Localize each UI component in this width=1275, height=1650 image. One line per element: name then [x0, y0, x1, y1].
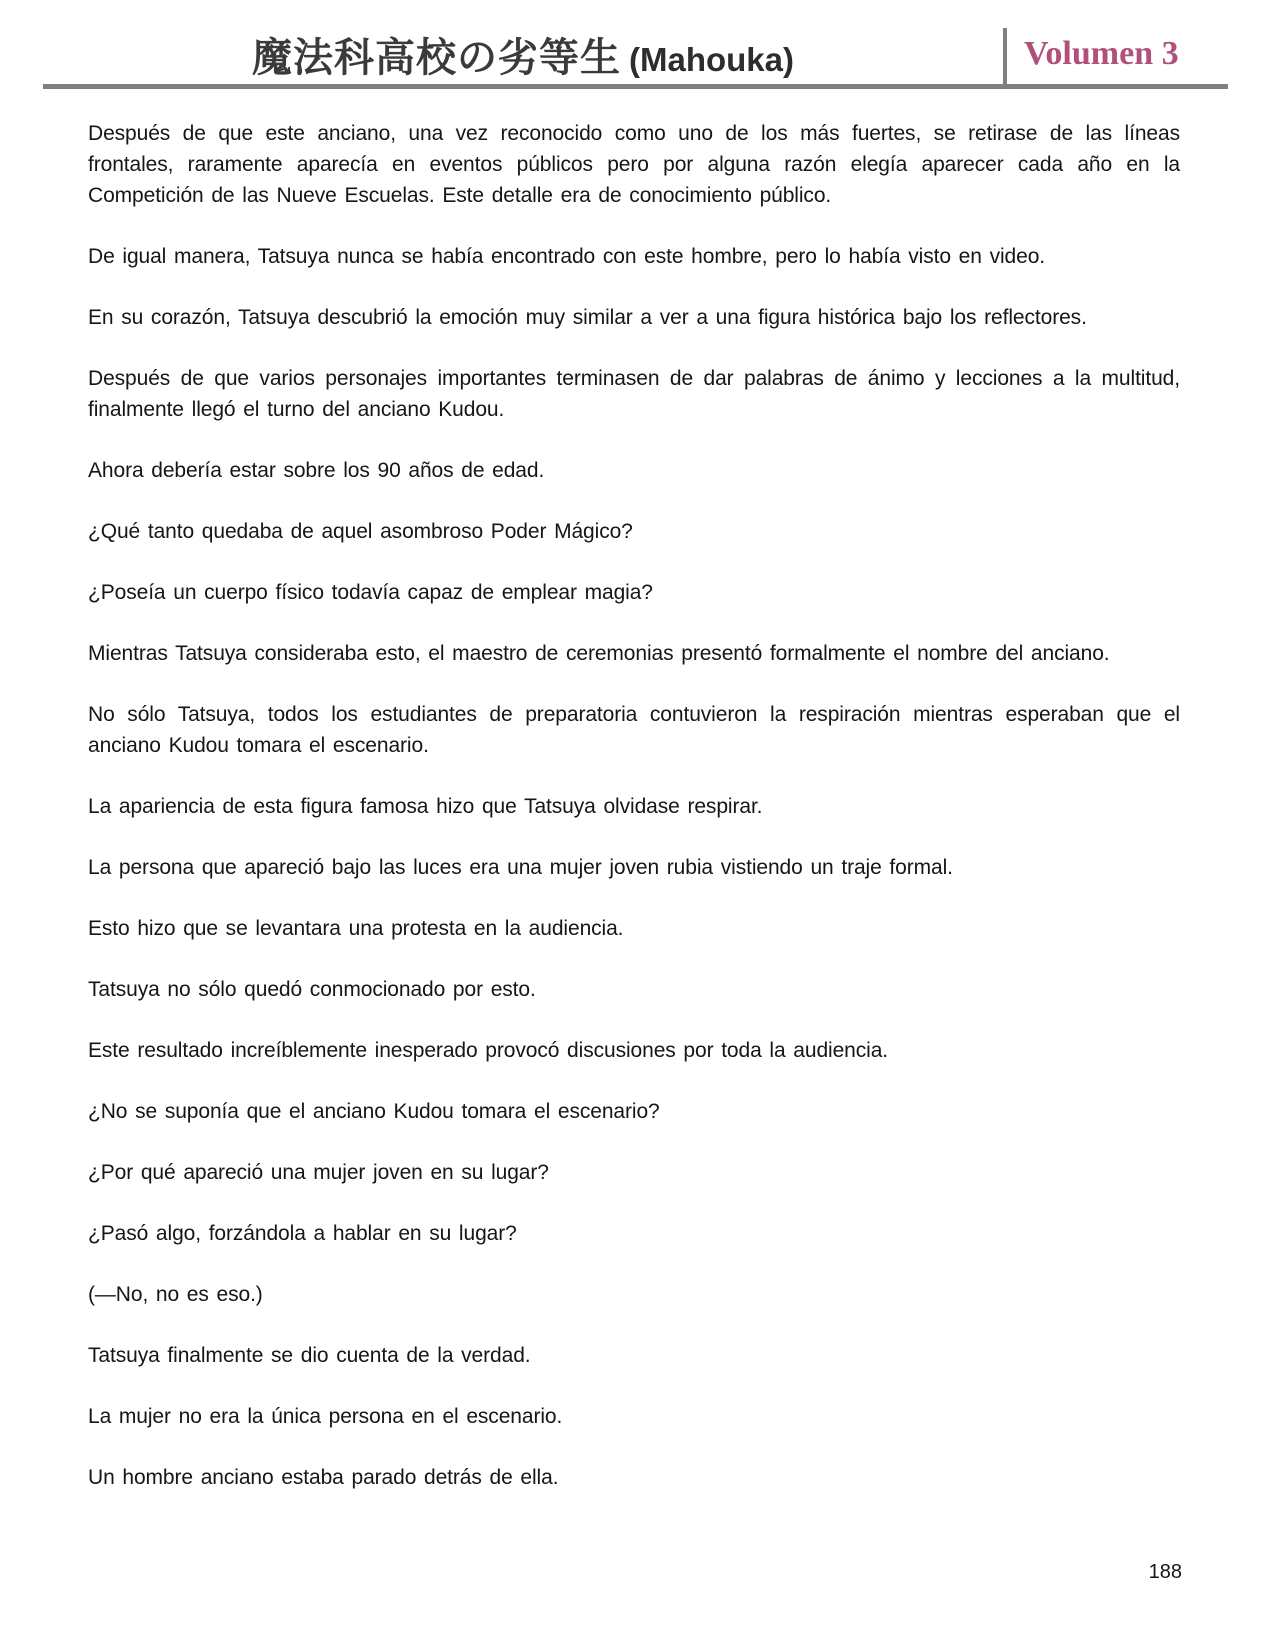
header-volume-cell: [1003, 28, 1228, 84]
paragraph: Mientras Tatsuya consideraba esto, el maestro de ceremonias presentó formalmente el nombre del anciano.: [88, 642, 1110, 665]
paragraph: La persona que apareció bajo las luces era una mujer joven rubia vistiendo un traje formal.: [88, 856, 953, 879]
paragraph: La mujer no era la única persona en el escenario.: [88, 1405, 563, 1428]
paragraph: Después de que varios personajes importantes terminasen de dar palabras de ánimo y lecciones a la multitud, finalmente llegó el turno del anciano Kudou.: [88, 367, 1180, 421]
page-header: [43, 0, 1228, 89]
paragraph: Tatsuya no sólo quedó conmocionado por esto.: [88, 978, 536, 1001]
paragraph: Un hombre anciano estaba parado detrás de ella.: [88, 1466, 559, 1489]
paragraph: Ahora debería estar sobre los 90 años de edad.: [88, 459, 545, 482]
series-title-japanese: 魔法科高校の劣等生: [252, 34, 621, 81]
paragraph: Este resultado increíblemente inesperado provocó discusiones por toda la audiencia.: [88, 1039, 889, 1062]
volume-label: Volumen 3: [1024, 35, 1179, 72]
paragraph: ¿Poseía un cuerpo físico todavía capaz de emplear magia?: [88, 581, 653, 604]
paragraph: Tatsuya finalmente se dio cuenta de la verdad.: [88, 1344, 531, 1367]
page-number: 188: [1148, 1561, 1182, 1583]
paragraph: ¿No se suponía que el anciano Kudou tomara el escenario?: [88, 1100, 660, 1123]
page-body: [88, 89, 1180, 1493]
paragraph: ¿Qué tanto quedaba de aquel asombroso Poder Mágico?: [88, 520, 633, 543]
paragraph: En su corazón, Tatsuya descubrió la emoción muy similar a ver a una figura histórica bajo los reflectores.: [88, 306, 1087, 329]
paragraph: ¿Por qué apareció una mujer joven en su lugar?: [88, 1161, 549, 1184]
paragraph: Después de que este anciano, una vez reconocido como uno de los más fuertes, se retirase de las líneas frontales, raramente aparecía en eventos públicos pero por alguna razón elegía aparecer cada año en la Competición de las Nueve Escuelas. Este detalle era de conocimiento público.: [88, 122, 1180, 207]
paragraph: (—No, no es eso.): [88, 1283, 263, 1306]
paragraph: De igual manera, Tatsuya nunca se había encontrado con este hombre, pero lo había visto en video.: [88, 245, 1046, 268]
paragraph: No sólo Tatsuya, todos los estudiantes de preparatoria contuvieron la respiración mientras esperaban que el anciano Kudou tomara el escenario.: [88, 703, 1180, 757]
paragraph: ¿Pasó algo, forzándola a hablar en su lugar?: [88, 1222, 517, 1245]
paragraph: Esto hizo que se levantara una protesta en la audiencia.: [88, 917, 624, 940]
series-title-romanized: (Mahouka): [629, 41, 794, 78]
header-title: [43, 0, 1003, 84]
paragraph: La apariencia de esta figura famosa hizo que Tatsuya olvidase respirar.: [88, 795, 763, 818]
